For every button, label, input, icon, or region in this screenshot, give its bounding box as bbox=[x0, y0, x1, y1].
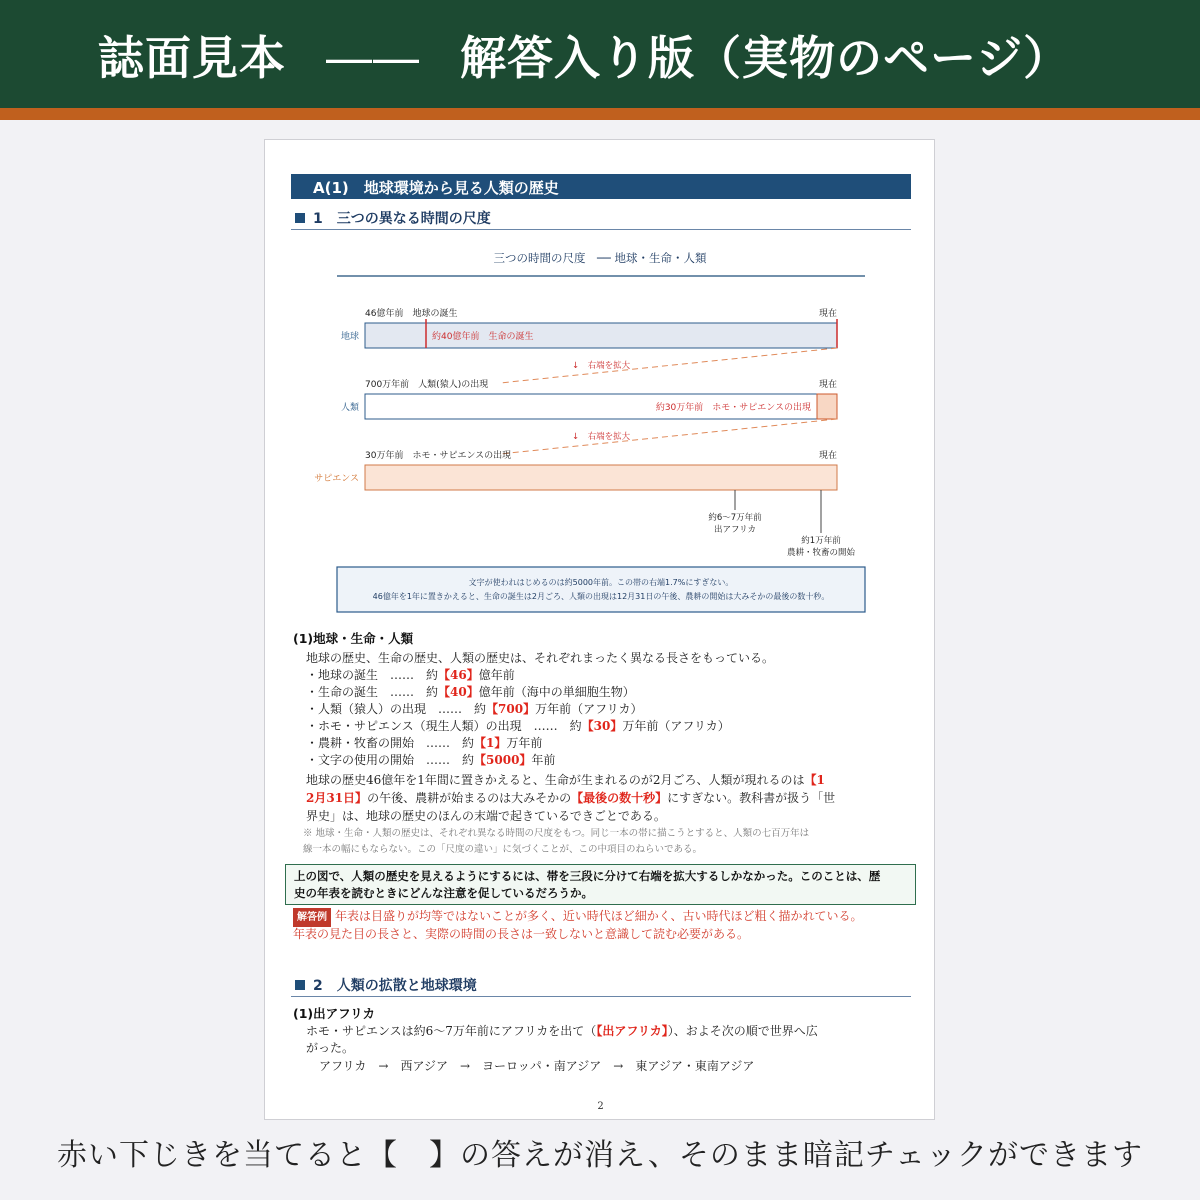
s1-paragraph-line-1 bbox=[306, 772, 825, 789]
paragraph-text: にすぎない。教科書が扱う「世 bbox=[667, 791, 836, 805]
answer-blank: 【出アフリカ】 bbox=[596, 1024, 668, 1038]
diagram-title: 三つの時間の尺度 ── 地球・生命・人類 bbox=[493, 251, 707, 265]
banner-title-right: 解答入り版（実物のページ） bbox=[460, 31, 1071, 85]
s1-heading: (1)地球・生命・人類 bbox=[293, 631, 414, 646]
sample-page bbox=[264, 139, 935, 1120]
subsection-1-label: 1 三つの異なる時間の尺度 bbox=[313, 211, 491, 227]
row2-end-label: 現在 bbox=[818, 380, 837, 390]
answer-blank: 【1】 bbox=[474, 736, 507, 750]
paragraph-text: ホモ・サピエンスは約6～7万年前にアフリカを出て（ bbox=[306, 1024, 597, 1038]
s1-note-line-2: 線一本の幅にもならない。この「尺度の違い」に気づくことが、この中項目のねらいである。 bbox=[303, 844, 703, 855]
row3-label: サピエンス bbox=[314, 474, 359, 484]
item-text: 年前 bbox=[531, 753, 556, 767]
item-text: 億年前（海中の単細胞生物） bbox=[478, 685, 635, 699]
s1-note-line-1: ※ 地球・生命・人類の歴史は、それぞれ異なる時間の尺度をもつ。同じ一本の帯に描こうとすると、人類の七百万年は bbox=[303, 828, 810, 839]
section-title: A(1) 地球環境から見る人類の歴史 bbox=[291, 174, 911, 199]
footer-caption: 赤い下じきを当てると【 】の答えが消え、そのまま暗記チェックができます bbox=[57, 1138, 1143, 1173]
paragraph-text: 地球の歴史46億年を1年間に置きかえると、生命が生まれるのが2月ごろ、人類が現れるのは bbox=[306, 773, 805, 787]
answer-blank: 【最後の数十秒】 bbox=[571, 791, 668, 805]
answer-line-1 bbox=[293, 908, 863, 927]
answer-blank: 【5000】 bbox=[474, 753, 532, 767]
row1-start-label: 46億年前 地球の誕生 bbox=[365, 309, 458, 319]
banner-accent-rule bbox=[0, 108, 1200, 120]
paragraph-text: の午後、農耕が始まるのは大みそかの bbox=[367, 791, 572, 805]
row3-end-label: 現在 bbox=[818, 451, 837, 461]
answer-blank: 【30】 bbox=[581, 719, 623, 733]
list-item bbox=[306, 701, 642, 718]
item-text: 万年前 bbox=[506, 736, 543, 750]
sapiens-segment bbox=[817, 394, 837, 419]
answer-text: 年表は目盛りが均等ではないことが多く、近い時代ほど細かく、古い時代ほど粗く描かれている。 bbox=[335, 909, 863, 923]
row3-start-label: 30万年前 ホモ・サピエンスの出現 bbox=[365, 451, 512, 461]
square-bullet-icon bbox=[295, 980, 305, 990]
time-scale-diagram bbox=[265, 235, 936, 625]
header-banner bbox=[0, 0, 1200, 108]
list-item bbox=[306, 684, 635, 701]
out-of-africa-date: 約6～7万年前 bbox=[708, 513, 762, 523]
life-origin-label: 約40億年前 生命の誕生 bbox=[432, 332, 534, 342]
agriculture-label: 農耕・牧畜の開始 bbox=[786, 548, 856, 558]
item-text: 万年前（アフリカ） bbox=[535, 702, 643, 716]
question-box bbox=[285, 864, 916, 905]
sapiens-origin-label: 約30万年前 ホモ・サピエンスの出現 bbox=[655, 403, 811, 413]
paragraph-text: ）、およそ次の順で世界へ広 bbox=[667, 1024, 818, 1038]
banner-dash: ―― bbox=[326, 31, 420, 85]
banner-title bbox=[98, 22, 1070, 88]
list-item bbox=[306, 752, 555, 769]
square-bullet-icon bbox=[295, 213, 305, 223]
s2-heading: (1)出アフリカ bbox=[293, 1006, 375, 1021]
answer-blank: 【40】 bbox=[438, 685, 479, 699]
diagram-summary-box bbox=[337, 567, 865, 612]
item-text: ・農耕・牧畜の開始 …… 約 bbox=[306, 736, 475, 750]
answer-line-2: 年表の見た目の長さと、実際の時間の長さは一致しないと意識して読む必要がある。 bbox=[293, 927, 750, 941]
s2-paragraph-line-1 bbox=[306, 1023, 818, 1040]
item-text: ・生命の誕生 …… 約 bbox=[306, 685, 439, 699]
expand-label-2: ↓ 右端を拡大 bbox=[572, 432, 631, 442]
subsection-heading-1 bbox=[291, 208, 911, 230]
list-item bbox=[306, 667, 515, 684]
page-number: 2 bbox=[597, 1101, 604, 1112]
list-item bbox=[306, 718, 730, 735]
item-text: 億年前 bbox=[478, 668, 515, 682]
s1-intro: 地球の歴史、生命の歴史、人類の歴史は、それぞれまったく異なる長さをもっている。 bbox=[306, 651, 775, 665]
s1-paragraph-line-3: 界史」は、地球の歴史のほんの末端で起きているできごとである。 bbox=[306, 809, 666, 823]
answer-blank: 【1 bbox=[804, 773, 825, 787]
answer-blank: 【46】 bbox=[438, 668, 479, 682]
row2-start-label: 700万年前 人類(猿人)の出現 bbox=[365, 380, 489, 390]
summary-line-1: 文字が使われはじめるのは約5000年前。この帯の右端1.7%にすぎない。 bbox=[468, 578, 734, 587]
answer-blank: 2月31日】 bbox=[306, 791, 368, 805]
sapiens-band bbox=[365, 465, 837, 490]
question-line-1: 上の図で、人類の歴史を見えるようにするには、帯を三段に分けて右端を拡大するしかなかった。このことは、歴 bbox=[294, 869, 881, 883]
list-item bbox=[306, 735, 542, 752]
zoom-guide-1 bbox=[500, 348, 837, 383]
answer-blank: 【700】 bbox=[486, 702, 536, 716]
row2-label: 人類 bbox=[340, 403, 359, 413]
summary-line-2: 46億年を1年に置きかえると、生命の誕生は2月ごろ、人類の出現は12月31日の午後、農耕の開始は大みそかの最後の数十秒。 bbox=[372, 592, 830, 601]
banner-title-left: 誌面見本 bbox=[98, 31, 286, 85]
agriculture-date: 約1万年前 bbox=[801, 536, 841, 546]
row1-label: 地球 bbox=[340, 332, 359, 342]
subsection-heading-2 bbox=[291, 975, 911, 997]
s2-paragraph-line-2: がった。 bbox=[306, 1041, 355, 1055]
answer-badge: 解答例 bbox=[293, 908, 331, 927]
item-text: ・人類（猿人）の出現 …… 約 bbox=[306, 702, 487, 716]
out-of-africa-label: 出アフリカ bbox=[713, 525, 757, 535]
question-line-2: 史の年表を読むときにどんな注意を促しているだろうか。 bbox=[294, 886, 593, 900]
item-text: ・文字の使用の開始 …… 約 bbox=[306, 753, 475, 767]
zoom-guide-2 bbox=[500, 419, 837, 454]
item-text: ・ホモ・サピエンス（現生人類）の出現 …… 約 bbox=[306, 719, 582, 733]
row1-end-label: 現在 bbox=[818, 309, 837, 319]
s1-paragraph-line-2 bbox=[306, 790, 835, 807]
subsection-2-label: 2 人類の拡散と地球環境 bbox=[313, 978, 477, 994]
expand-label-1: ↓ 右端を拡大 bbox=[572, 361, 631, 371]
migration-route: アフリカ → 西アジア → ヨーロッパ・南アジア → 東アジア・東南アジア bbox=[319, 1059, 755, 1073]
item-text: ・地球の誕生 …… 約 bbox=[306, 668, 439, 682]
item-text: 万年前（アフリカ） bbox=[622, 719, 730, 733]
